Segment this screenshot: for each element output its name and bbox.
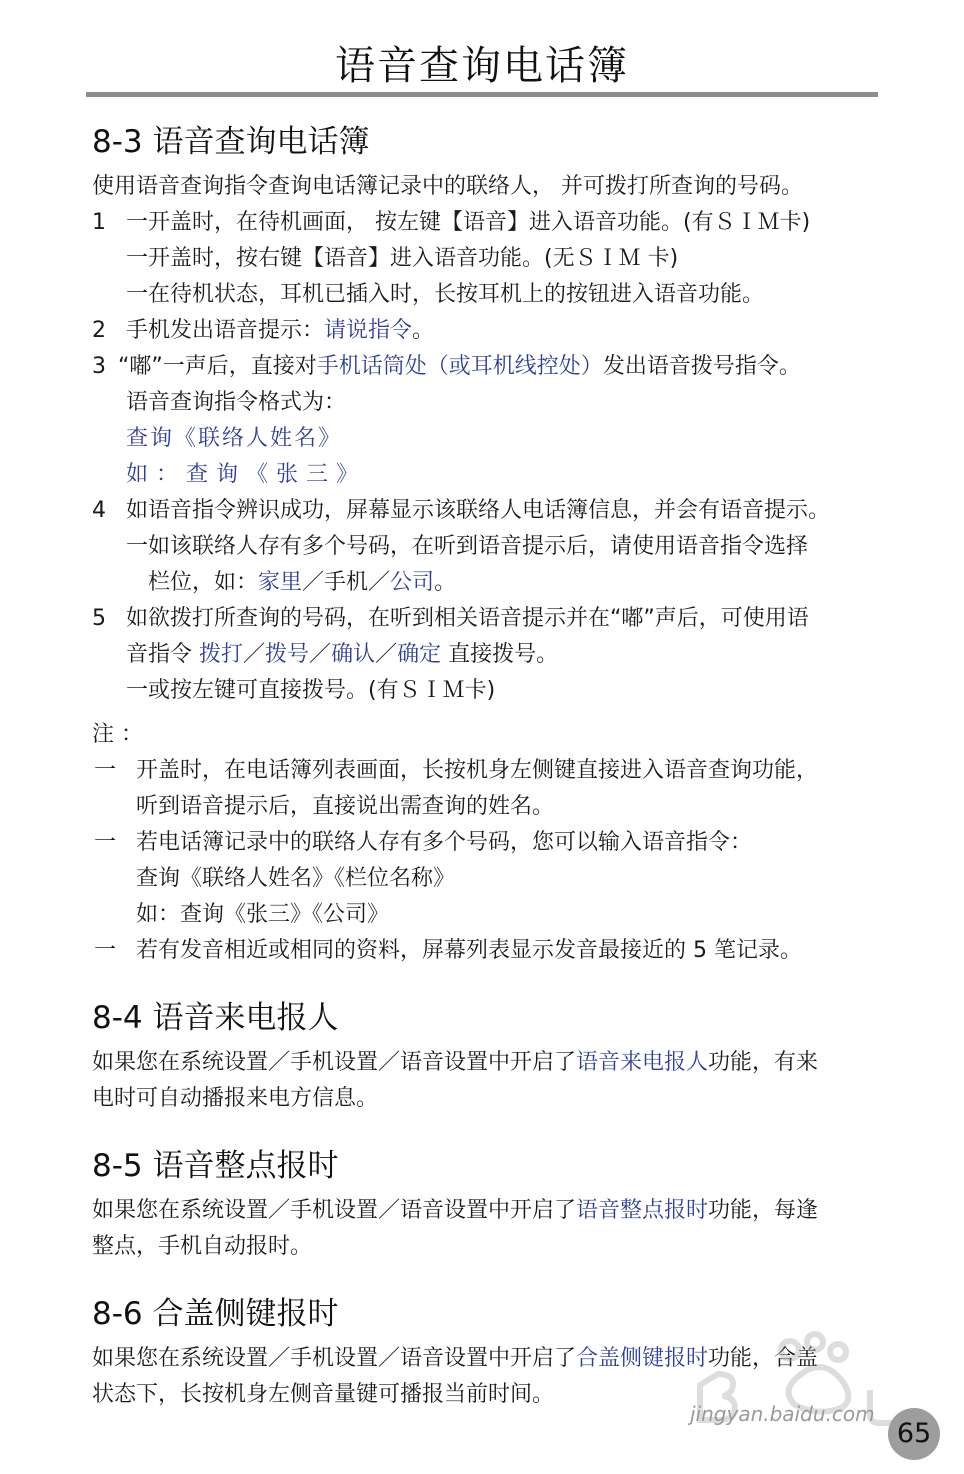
step-5-line-c: 一或按左键可直接拨号。(有ＳＩＭ卡)	[126, 678, 496, 703]
step-4-line-a: 如语音指令辨识成功，屏幕显示该联络人电话簿信息，并会有语音提示。	[126, 498, 831, 523]
step-1-line-c: 一在待机状态，耳机已插入时，长按耳机上的按钮进入语音功能。	[126, 282, 765, 307]
watermark-url: jingyan.baidu.com	[690, 1402, 875, 1426]
prompt-text: 请说指令	[324, 318, 413, 343]
page-title: 语音查询电话簿	[335, 43, 629, 89]
step-3-format-label: 语音查询指令格式为：	[126, 390, 347, 415]
note-2-line-b: 查询《联络人姓名》《栏位名称》	[136, 866, 456, 891]
page-number-badge: 65	[888, 1408, 940, 1460]
step-1-line-b: 一开盖时，按右键【语音】进入语音功能。(无ＳＩＭ 卡)	[126, 246, 679, 271]
note-1-dash: 一	[94, 758, 117, 783]
step-3-format: 查询《联络人姓名》	[126, 426, 343, 451]
section-title-8-6: 8-6 合盖侧键报时	[92, 1296, 339, 1332]
step-4-line-b: 一如该联络人存有多个号码，在听到语音提示后，请使用语音指令选择	[126, 534, 809, 559]
step-1-line-a: 一开盖时，在待机画面， 按左键【语音】进入语音功能。(有ＳＩＭ卡)	[126, 210, 811, 235]
s84-feature: 语音来电报人	[576, 1050, 709, 1075]
step-3-number: 3	[92, 354, 106, 379]
step-3-line: “嘟”一声后，直接对手机话筒处（或耳机线控处）发出语音拨号指令。	[118, 354, 801, 379]
mic-location: 手机话筒处（或耳机线控处）	[316, 354, 603, 379]
note-label: 注 ：	[92, 722, 143, 747]
note-1-line-b: 听到语音提示后，直接说出需查询的姓名。	[136, 794, 555, 819]
s83-intro: 使用语音查询指令查询电话簿记录中的联络人， 并可拨打所查询的号码。	[92, 174, 803, 199]
note-3-dash: 一	[94, 938, 117, 963]
step-5-line-a: 如欲拨打所查询的号码，在听到相关语音提示并在“嘟”声后，可使用语	[126, 606, 809, 631]
step-2-number: 2	[92, 318, 106, 343]
note-2-line-c: 如：查询《张三》《公司》	[136, 902, 390, 927]
s85-feature: 语音整点报时	[576, 1198, 709, 1223]
step-4-number: 4	[92, 498, 106, 523]
section-title-8-4: 8-4 语音来电报人	[92, 1000, 339, 1036]
step-3-example: 如：查询《张三》	[126, 462, 367, 487]
s86-feature: 合盖侧键报时	[576, 1346, 709, 1371]
note-2-dash: 一	[94, 830, 117, 855]
s86-line-1: 如果您在系统设置／手机设置／语音设置中开启了合盖侧键报时功能，合盖	[92, 1346, 819, 1371]
note-1-line-a: 开盖时，在电话簿列表画面，长按机身左侧键直接进入语音查询功能，	[136, 758, 819, 783]
step-5-line-b: 音指令 拨打／拨号／确认／确定 直接拨号。	[126, 642, 559, 667]
step-1-number: 1	[92, 210, 106, 235]
note-2-line-a: 若电话簿记录中的联络人存有多个号码，您可以输入语音指令：	[136, 830, 753, 855]
s85-line-2: 整点，手机自动报时。	[92, 1234, 313, 1259]
step-5-number: 5	[92, 606, 106, 631]
step-2-line: 手机发出语音提示：请说指令。	[126, 318, 435, 343]
s86-line-2: 状态下，长按机身左侧音量键可播报当前时间。	[92, 1382, 555, 1407]
step-4-line-c: 栏位，如：家里／手机／公司。	[148, 570, 457, 595]
note-3-line: 若有发音相近或相同的资料，屏幕列表显示发音最接近的 5 笔记录。	[136, 938, 802, 963]
s84-line-2: 电时可自动播报来电方信息。	[92, 1086, 379, 1111]
section-title-8-5: 8-5 语音整点报时	[92, 1148, 339, 1184]
section-title-8-3: 8-3 语音查询电话簿	[92, 124, 370, 160]
s85-line-1: 如果您在系统设置／手机设置／语音设置中开启了语音整点报时功能，每逢	[92, 1198, 819, 1223]
s84-line-1: 如果您在系统设置／手机设置／语音设置中开启了语音来电报人功能，有来	[92, 1050, 819, 1075]
title-rule	[86, 92, 878, 97]
